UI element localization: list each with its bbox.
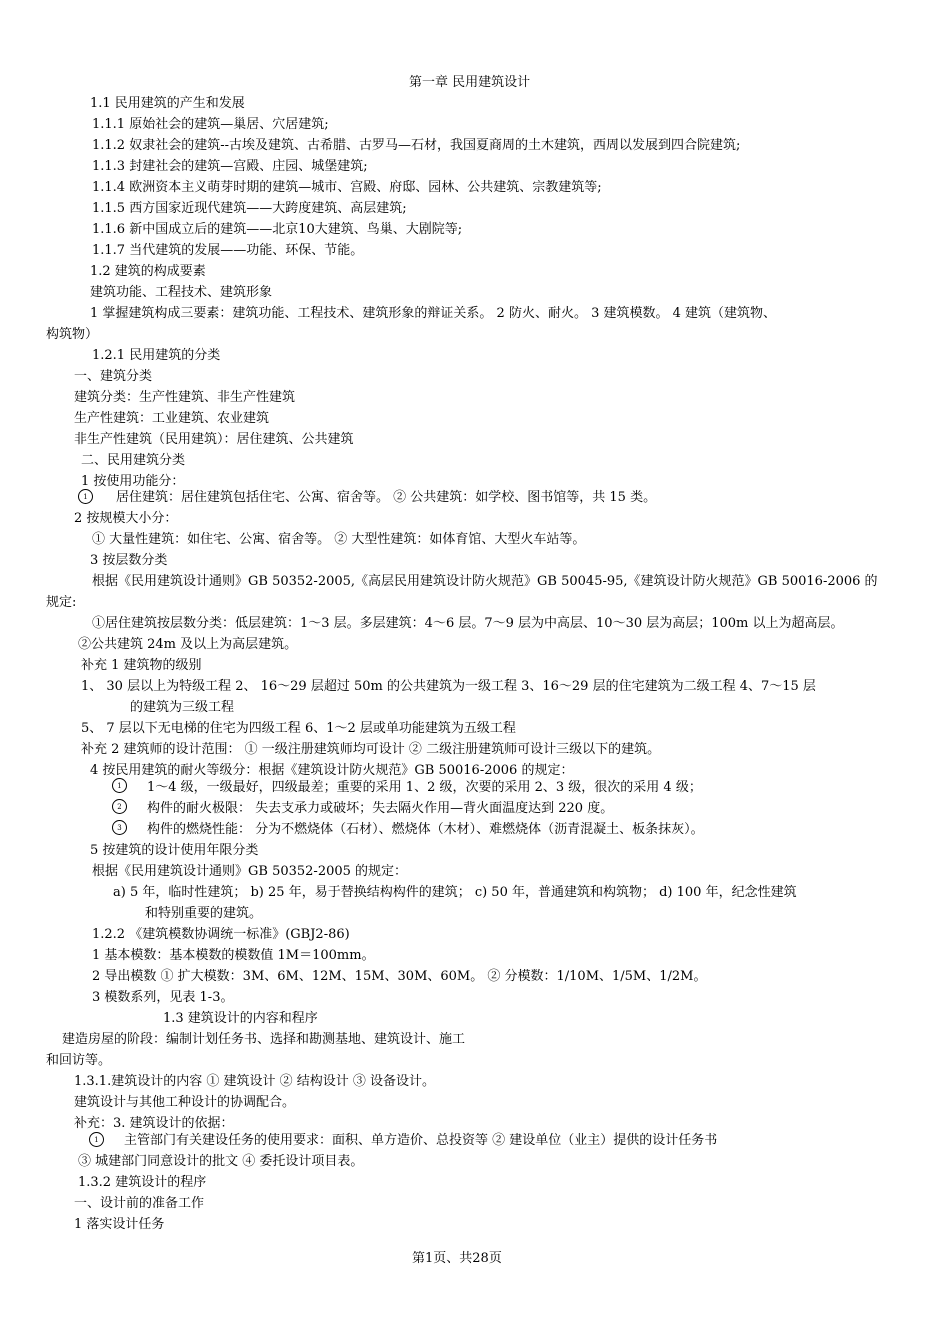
text-line: 3 模数系列，见表 1-3。 bbox=[92, 990, 234, 1005]
text-line: 5、 7 层以下无电梯的住宅为四级工程 6、1～2 层或单功能建筑为五级工程 bbox=[81, 721, 516, 736]
text-line: 非生产性建筑（民用建筑）：居住建筑、公共建筑 bbox=[74, 432, 354, 447]
text-line: 建筑设计与其他工种设计的协调配合。 bbox=[74, 1095, 296, 1110]
text-line: 1.1.7 当代建筑的发展——功能、环保、节能。 bbox=[92, 243, 364, 258]
circled-number-icon: 1 bbox=[89, 1132, 104, 1147]
circled-number-icon: 3 bbox=[112, 820, 127, 835]
text-line: 1.2 建筑的构成要素 bbox=[90, 264, 206, 279]
text-line: 1.3.2 建筑设计的程序 bbox=[78, 1175, 207, 1190]
text-line: 规定: bbox=[46, 595, 77, 610]
text-line: 4 按民用建筑的耐火等级分：根据《建筑设计防火规范》GB 50016-2006 的规定： bbox=[90, 763, 574, 778]
text-line: 1 基本模数：基本模数的模数值 1M＝100mm。 bbox=[92, 948, 375, 963]
text-line: 3 按层数分类 bbox=[90, 553, 168, 568]
text-line: 主管部门有关建设任务的使用要求：面积、单方造价、总投资等 ② 建设单位（业主）提供的设计任务书 bbox=[124, 1133, 718, 1148]
text-line: 补充 2 建筑师的设计范围： ① 一级注册建筑师均可设计 ② 二级注册建筑师可设计三级以下的建筑。 bbox=[81, 742, 661, 757]
text-line: 1.2.1 民用建筑的分类 bbox=[92, 348, 221, 363]
text-line: 的建筑为三级工程 bbox=[130, 700, 235, 715]
text-line: 建造房屋的阶段：编制计划任务书、选择和勘测基地、建筑设计、施工 bbox=[62, 1032, 466, 1047]
section-heading: 1.3 建筑设计的内容和程序 bbox=[163, 1011, 318, 1026]
text-line: 2 导出模数 ① 扩大模数：3M、6M、12M、15M、30M、60M。 ② 分模数：1/10M、1/5M、1/2M。 bbox=[92, 969, 707, 984]
text-line: 建筑功能、工程技术、建筑形象 bbox=[90, 285, 273, 300]
circled-number-icon: 2 bbox=[112, 799, 127, 814]
text-line: 1.1 民用建筑的产生和发展 bbox=[90, 96, 245, 111]
text-line: 1 掌握建筑构成三要素：建筑功能、工程技术、建筑形象的辩证关系。 2 防火、耐火。 3 建筑模数。 4 建筑（建筑物、 bbox=[90, 306, 777, 321]
text-line: 5 按建筑的设计使用年限分类 bbox=[90, 843, 259, 858]
text-line: 1.1.5 西方国家近现代建筑——大跨度建筑、高层建筑; bbox=[92, 201, 407, 216]
text-line: 1、 30 层以上为特级工程 2、 16～29 层超过 50m 的公共建筑为一级工程 3、16～29 层的住宅建筑为二级工程 4、7～15 层 bbox=[81, 679, 816, 694]
text-line: 建筑分类：生产性建筑、非生产性建筑 bbox=[74, 390, 296, 405]
text-line: 构件的耐火极限： 失去支承力或破坏；失去隔火作用—背火面温度达到 220 度。 bbox=[147, 801, 614, 816]
text-line: 1 按使用功能分： bbox=[81, 474, 185, 489]
text-line: 一、建筑分类 bbox=[74, 369, 153, 384]
text-line: ①居住建筑按层数分类：低层建筑：1～3 层。多层建筑：4～6 层。7～9 层为中高层、10～30 层为高层；100m 以上为超高层。 bbox=[92, 616, 844, 631]
text-line: 构筑物） bbox=[46, 327, 99, 342]
text-line: 1.2.2 《建筑模数协调统一标准》(GBJ2-86) bbox=[92, 927, 350, 942]
text-line: ②公共建筑 24m 及以上为高层建筑。 bbox=[78, 637, 298, 652]
text-line: 和特别重要的建筑。 bbox=[145, 906, 263, 921]
text-line: 构件的燃烧性能： 分为不燃烧体（石材）、燃烧体（木材）、难燃烧体（沥青混凝土、板条抹灰）。 bbox=[147, 822, 704, 837]
text-line: ③ 城建部门同意设计的批文 ④ 委托设计项目表。 bbox=[78, 1154, 364, 1169]
text-line: 根据《民用建筑设计通则》GB 50352-2005,《高层民用建筑设计防火规范》GB 50045-95,《建筑设计防火规范》GB 50016-2006 的 bbox=[92, 574, 878, 589]
text-line: 2 按规模大小分： bbox=[74, 511, 178, 526]
text-line: 生产性建筑：工业建筑、农业建筑 bbox=[74, 411, 270, 426]
text-line: 1.1.4 欧洲资本主义萌芽时期的建筑—城市、宫殿、府邸、园林、公共建筑、宗教建筑等; bbox=[92, 180, 602, 195]
text-line: 补充：3. 建筑设计的依据： bbox=[74, 1116, 234, 1131]
text-line: 根据《民用建筑设计通则》GB 50352-2005 的规定： bbox=[92, 864, 408, 879]
text-line: 二、民用建筑分类 bbox=[81, 453, 186, 468]
text-line: 和回访等。 bbox=[46, 1053, 112, 1068]
text-line: 1.1.2 奴隶社会的建筑--古埃及建筑、古希腊、古罗马—石材，我国夏商周的土木建筑，西周以发展到四合院建筑; bbox=[92, 138, 741, 153]
page-footer: 第1页、共28页 bbox=[412, 1251, 502, 1266]
chapter-title: 第一章 民用建筑设计 bbox=[409, 75, 531, 90]
text-line: 居住建筑：居住建筑包括住宅、公寓、宿舍等。 ② 公共建筑：如学校、图书馆等，共 15 类。 bbox=[116, 490, 657, 505]
text-line: 一、设计前的准备工作 bbox=[74, 1196, 205, 1211]
text-line: 1.1.3 封建社会的建筑—宫殿、庄园、城堡建筑; bbox=[92, 159, 368, 174]
text-line: ① 大量性建筑：如住宅、公寓、宿舍等。 ② 大型性建筑：如体育馆、大型火车站等。 bbox=[92, 532, 586, 547]
circled-number-icon: 1 bbox=[78, 489, 93, 504]
text-line: 1～4 级，一级最好，四级最差；重要的采用 1、2 级，次要的采用 2、3 级，很次的采用 4 级； bbox=[147, 780, 702, 795]
circled-number-icon: 1 bbox=[112, 778, 127, 793]
text-line: 1 落实设计任务 bbox=[74, 1217, 165, 1232]
text-line: 1.1.6 新中国成立后的建筑——北京10大建筑、鸟巢、大剧院等; bbox=[92, 222, 463, 237]
text-line: 1.1.1 原始社会的建筑—巢居、穴居建筑; bbox=[92, 117, 329, 132]
text-line: 补充 1 建筑物的级别 bbox=[81, 658, 202, 673]
text-line: a) 5 年，临时性建筑； b) 25 年，易于替换结构构件的建筑； c) 50 年，普通建筑和构筑物； d) 100 年，纪念性建筑 bbox=[113, 885, 797, 900]
text-line: 1.3.1.建筑设计的内容 ① 建筑设计 ② 结构设计 ③ 设备设计。 bbox=[74, 1074, 436, 1089]
